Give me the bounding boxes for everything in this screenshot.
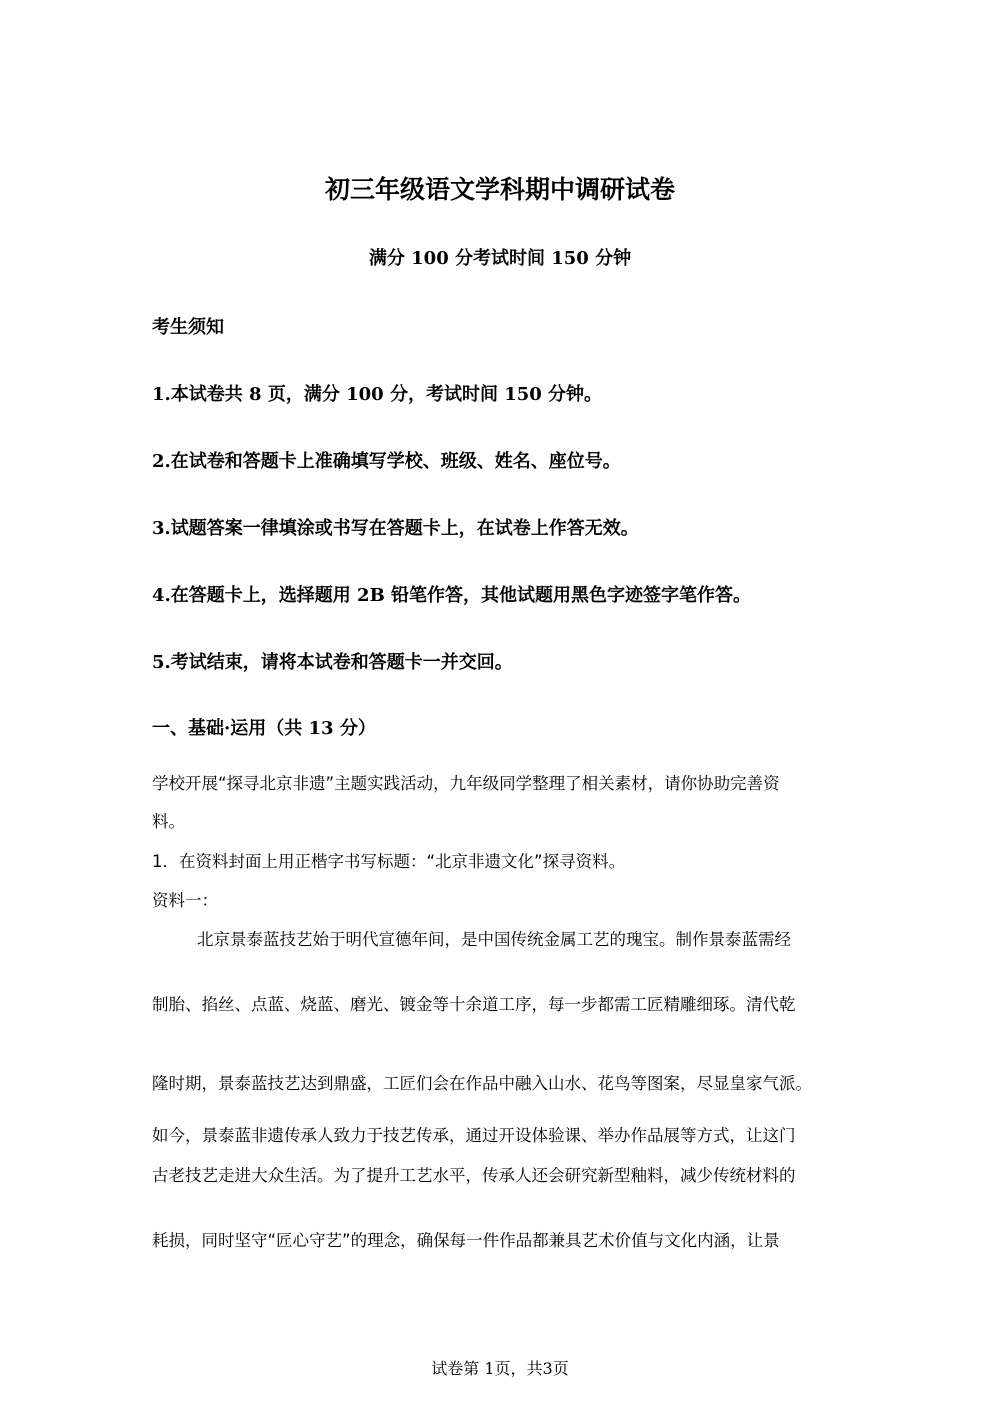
material-line: 隆时期，景泰蓝技艺达到鼎盛，工匠们会在作品中融入山水、花鸟等图案，尽显皇家气派。 — [152, 1074, 812, 1093]
notice-item: 5.考试结束，请将本试卷和答题卡一并交回。 — [152, 652, 513, 673]
material-line: 制胎、掐丝、点蓝、烧蓝、磨光、镀金等十余道工序，每一步都需工匠精雕细琢。清代乾 — [152, 995, 796, 1014]
page-title: 初三年级语文学科期中调研试卷 — [324, 175, 675, 204]
notice-heading: 考生须知 — [152, 317, 224, 338]
material-label: 资料一： — [152, 891, 218, 910]
material-line: 古老技艺走进大众生活。为了提升工艺水平，传承人还会研究新型釉料，减少传统材料的 — [152, 1166, 796, 1185]
intro-line: 料。 — [152, 812, 185, 831]
material-line: 如今，景泰蓝非遗传承人致力于技艺传承，通过开设体验课、举办作品展等方式，让这门 — [152, 1126, 796, 1145]
notice-item: 3.试题答案一律填涂或书写在答题卡上，在试卷上作答无效。 — [152, 518, 639, 539]
page-footer: 试卷第 1页，共3页 — [431, 1359, 569, 1378]
notice-item: 1.本试卷共 8 页，满分 100 分，考试时间 150 分钟。 — [152, 384, 603, 405]
question-1: 1．在资料封面上用正楷字书写标题：“北京非遗文化”探寻资料。 — [152, 852, 626, 871]
notice-item: 4.在答题卡上，选择题用 2B 铅笔作答，其他试题用黑色字迹签字笔作答。 — [152, 585, 752, 606]
material-line: 耗损，同时坚守“匠心守艺”的理念，确保每一件作品都兼具艺术价值与文化内涵，让景 — [152, 1231, 780, 1250]
material-line: 北京景泰蓝技艺始于明代宣德年间，是中国传统金属工艺的瑰宝。制作景泰蓝需经 — [197, 930, 791, 949]
exam-subtitle: 满分 100 分考试时间 150 分钟 — [368, 248, 632, 269]
notice-item: 2.在试卷和答题卡上准确填写学校、班级、姓名、座位号。 — [152, 451, 621, 472]
section-heading: 一、基础·运用（共 13 分） — [152, 718, 376, 739]
intro-line: 学校开展“探寻北京非遗”主题实践活动，九年级同学整理了相关素材，请你协助完善资 — [152, 774, 780, 793]
